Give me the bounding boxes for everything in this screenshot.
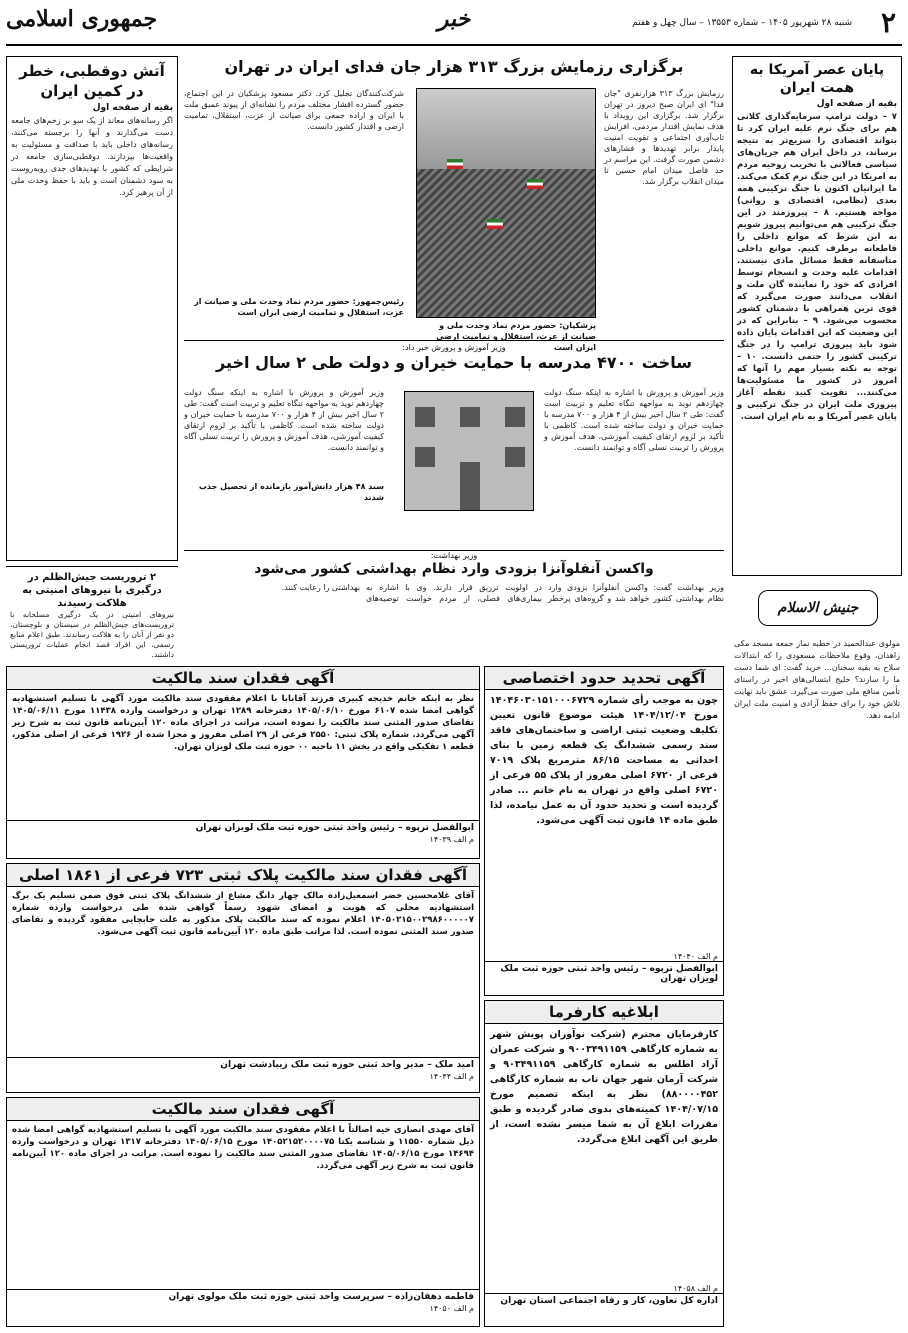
president-quote: رئیس‌جمهور: حضور مردم نماد وحدت ملی و صیانت از عزت، استقلال و تمامیت ارضی ایران است [194,297,404,317]
opinion-title: آتش دوقطبی، خطر در کمین ایران [19,62,165,100]
terror-title: ۲ تروریست جیش‌الظلم در درگیری با نیروهای امنیتی به هلاکت رسیدند [22,572,162,609]
ad-boundary [484,666,724,996]
ad-title: آگهی تحدید حدود اختصاصی [485,667,723,690]
main-story-title: برگزاری رزمایش بزرگ ۳۱۳ هزار جان فدای ایران در تهران [224,57,684,76]
photo-caption: پزشکیان: حضور مردم نماد وحدت ملی و صیانت از عزت، استقلال و تمامیت ارضی ایران است [436,321,596,352]
ad-code: م الف ۱۴۰۴۴ [429,1072,474,1081]
ad-lost-deed-2 [6,863,480,1093]
ad-code: م الف ۱۴۰۵۰ [429,1304,474,1313]
ad-employer-notice [484,1000,724,1327]
opinion-body: اگر رسانه‌های معاند از یک سو بر زخم‌های جامعه دست می‌گذارند و آنها را برجسته می‌کنند، رسانه‌های داخلی باید با صداقت و مسئولیت به واقعیت‌ها بپردازند. دوقطبی‌سازی جامعه در شرایطی که کشور با تهدیدهای جدی روبه‌روست به سود دشمنان است و باید با حفظ وحدت ملی از آن پرهیز کرد. [11,116,173,197]
ad-body: آقای مهدی انصاری خیه اصالتاً با اعلام مفقودی سند مالکیت مورد آگهی با تسلیم استشهادیه گواهی امضا شده ذیل شماره ۱۱۵۵۰ و شناسه یکتا ۱۴۰۵۲۱۵۲۰۰۰۰۷۵ مورخ ۱۴۰۵/۰۶/۱۵ دفترخانه ۱۳۱۷ تهران و درخواست وارده ۱۴۶۹۴ مورخ ۱۴۰۵/۰۶/۱۵ تقاضای صدور المثنی سند مالکیت را نموده است. مراتب در اجرای ماده ۱۲۰ آیین‌نامه قانون ثبت به شرح زیر آگهی می‌گردد. [12,1125,474,1171]
ad-title: آگهی فقدان سند مالکیت [7,667,479,690]
ad-code: م الف ۱۴۰۵۸ [673,1284,718,1293]
ad-body: آقای غلامحسین خضر اسمعیل‌زاده مالک چهار دانگ مشاع از ششدانگ پلاک ثبتی فوق ضمن تسلیم یک برگ استشهادیه محلی که هویت و امضای شهود رسماً گواهی شده طی درخواست وارده شماره ۱۴۰۵۰۲۱۵۰۰۲۹۸۶۰۰۰۰۰۷ اعلام نموده که سند مالکیت پلاک مذکور به علت جابجایی مفقود گردیده و تقاضای صدور سند المثنی نموده است. لذا مراتب طبق ماده ۱۲۰ آیین‌نامه قانون ثبت آگهی می‌شود. [12,891,474,937]
rally-photo [416,88,596,318]
ad-lost-deed-3 [6,1097,480,1327]
vaccine-kicker: وزیر بهداشت: [430,551,478,560]
column-banner [758,590,878,626]
editorial-body: ۷ – دولت ترامپ سرمایه‌گذاری کلانی هم برای جنگ نرم علیه ایران کرد تا بتواند اقتصادی را سریع‌تر به نتیجه برساند، در داخل ایران هم جریان‌های سیاسی فعالانی با تخریب روحیه مردم به امریکا در این جنگ نرم کمک می‌کند. ما ایرانیان اکنون با جنگ ترکیبی همه بعدی (نظامی، اقتصادی و روانی) مواجه هستیم. ۸ – پیروزمند در این جنگ ترکیبی هم می‌توانیم پیروز شویم به این شرط که موانع داخلی را قاطعانه برطرف کنیم. موانع داخلی متاسفانه فقط مسائل مادی نیستند. اقدامات علیه وحدت و انسجام توسط افرادی که خود را نماینده گان ملت و انقلاب می‌دانند صورت می‌گیرد که قوی ترین همراهی با دشمنان کشور محسوب می‌شود. ۹ – بنابراین که در این وضعیت که این اقدامات پایان داده شود باید پیروزی ترامپ را در جنگ ترکیبی کشور را حتمی دانست. ۱۰ – توجه به نکته بسیار مهم را آنها که امروز در کشور ما مسئولیت‌ها می‌کنند... تقویت کنید نقطه آغاز پیروزی ملت ایران در جنگ ترکیبی و پایان عصر آمریکا و به نام ایران است. [737,112,898,422]
ad-body: نظر به اینکه خانم خدیجه کبیری فرزند آقابابا با اعلام مفقودی سند مالکیت مورد آگهی با تسلیم استشهادیه گواهی امضا شده ۶۱۰۷ مورخ ۱۴۰۵/۰۶/۱۰ دفترخانه ۱۲۸۹ تهران و درخواست وارده ۱۱۴۳۸ مورخ ۱۴۰۵/۰۶/۱۱ تقاضای صدور المثنی سند مالکیت را نموده است، مراتب در اجرای ماده ۱۲۰ آیین‌نامه قانون ثبت به شرح زیر آگهی می‌گردد. شماره پلاک ثبتی: ۲۵۵۰ فرعی از ۲۹ اصلی مفروز و مجزا شده از ۱۹۲۶ فرعی از اصلی مذکور، قطعه ۱ تفکیکی واقع در بخش ۱۱ ناحیه ۰۰ حوزه ثبت ملک لویزان تهران. [12,694,475,752]
opinion-continuation: بقیه از صفحه اول [92,103,173,113]
terror-story [6,566,178,660]
column-right-lower [732,636,902,1326]
section-title: خبر [437,6,471,32]
ad-body: چون به موجب رأی شماره ۱۴۰۴۶۰۳۰۱۵۱۰۰۰۶۷۲۹ مورخ ۱۴۰۴/۱۲/۰۴ هیئت موضوع قانون تعیین تکلیف وضعیت ثبتی اراضی و ساختمان‌های فاقد سند رسمی ششدانگ یک قطعه زمین با بنای احداثی به مساحت ۸۶/۱۵ مترمربع پلاک ۷۰۱۹ فرعی از ۶۷۲۰ اصلی مفروز از پلاک ۵۵ فرعی از ۶۷۲۰ اصلی واقع در تهران به نام خانم ... صادر گردیده است و تحدید حدود آن به عمل نیامده، لذا طبق ماده ۱۴ قانون ثبت آگهی می‌شود. [490,695,719,826]
ad-title: ابلاغیه کارفرما [485,1001,723,1024]
editorial-right [732,56,902,576]
main-story-body-left: شرکت‌کنندگان تجلیل کرد. دکتر مسعود پزشکیان در این اجتماع، حضور گسترده اقشار مختلف مردم را نشانه‌ای از پیوند عمیق ملت با ایران و اراده جمعی برای صیانت از عزت، استقلال، تمامیت ارضی و اقتدار کشور دانست. [184,89,404,131]
ad-lost-deed-1 [6,666,480,859]
schools-kicker: وزیر آموزش و پرورش خبر داد: [402,343,506,352]
continuation-note: بقیه از صفحه اول [816,99,897,109]
schools-story [184,340,724,545]
dateline: شنبه ۲۸ شهریور ۱۴۰۵ – شماره ۱۳۵۵۳ – سال چهل و هفتم [632,18,852,28]
masthead [6,6,902,46]
page-number: ۲ [880,6,896,39]
newspaper-logo: جمهوری اسلامی [6,6,158,32]
column-banner-label: جنیش الاسلام [777,600,859,616]
vaccine-title: واکسن آنفلوآنزا بزودی وارد نظام بهداشتی کشور می‌شود [254,561,654,577]
ad-signature: اداره کل تعاون، کار و رفاه اجتماعی استان تهران [485,1293,723,1308]
schools-body: وزیر آموزش و پرورش با اشاره به اینکه سنگ دولت چهاردهم نوید به مواجهه تنگاه تعلیم و تربیت است گفت: طی ۲ سال اخیر بیش از ۴ هزار و ۷۰۰ مدرسه با حمایت خیران و دولت ساخته شده است. کاظمی با تأکید بر لزوم ارتقای کیفیت آموزشی، هدف آموزش و پرورش را تربیت نسلی آگاه و توانمند دانست. [544,388,724,452]
vaccine-story [184,550,724,660]
ad-code: م الف ۱۴۰۴۰ [673,952,718,961]
school-photo [404,391,534,511]
ad-body: کارفرمایان محترم (شرکت نوآوران پویش شهر به شماره کارگاهی ۹۰۰۳۴۹۱۱۵۹ و شرکت عمران آراد اطلس به شماره کارگاهی ۹۰۳۴۹۱۱۵۹ و شرکت آرمان شهر جهان تاب به شماره کارگاهی ۸۸۰۰۰۰۴۵۲) نظر به اینکه تصمیم مورخ ۱۴۰۴/۰۷/۱۵ کمیته‌های بدوی صادر گردیده و طبق مقررات ابلاغ آن به شما میسر نشده است، از طریق این آگهی ابلاغ می‌گردد. [490,1029,718,1145]
schools-body-left: وزیر آموزش و پرورش با اشاره به اینکه سنگ دولت چهاردهم نوید به مواجهه تنگاه تعلیم و تربیت است گفت: طی ۲ سال اخیر بیش از ۴ هزار و ۷۰۰ مدرسه با حمایت خیران و دولت ساخته شده است. کاظمی با تأکید بر لزوم ارتقای کیفیت آموزشی، هدف آموزش و پرورش را تربیت نسلی آگاه و توانمند دانست. [184,388,385,452]
ad-signature: ابوالفضل ترپوه – رئیس واحد ثبتی حوزه ثبت ملک لویزان تهران [7,820,479,835]
opinion-left [6,56,178,561]
ad-code: م الف ۱۴۰۳۹ [429,835,474,844]
schools-subhead: سند ۴۸ هزار دانش‌آموز بازمانده از تحصیل جذب شدند [198,482,384,502]
ad-signature: امید ملک – مدیر واحد ثبتی حوزه ثبت ملک زیبادشت تهران [7,1057,479,1072]
editorial-title: پایان عصر آمریکا به همت ایران [749,62,885,96]
column-right-lower-body: مولوی عبدالحمید در خطبه نماز جمعه مسجد مکی زاهدان، وقوع ملاحظات مسعودی را که ابتدالات سلاح به بقیه سخنان... خرید گفت: ای شما دست ما را سازند؟ خلیج ابتسالی‌های اخیر در راستای تأمین منافع ملی صورت می‌گیرد. عشق باید نهایت تلاش خود را برای حفظ آزادی و امنیت ملت ایران ادامه دهد. [734,639,900,720]
main-story-body-right: رزمایش بزرگ ۳۱۳ هزارنفری "جان فدا" ای ایران صبح دیروز در تهران برگزار شد. برگزاری این رویداد با هدف نمایش اقتدار مردمی، افزایش تاب‌آوری اجتماعی و تقویت امنیت پایدار برابر تهدیدها و فشارهای دشمن صورت گرفت. این مراسم در حد فاصل میدان امام حسین تا میدان انقلاب برگزار شد. [604,89,724,186]
schools-title: ساخت ۴۷۰۰ مدرسه با حمایت خیران و دولت طی ۲ سال اخیر [216,353,692,372]
ad-title: آگهی فقدان سند مالکیت پلاک ثبتی ۷۲۳ فرعی از ۱۸۶۱ اصلی [7,864,479,887]
ad-signature: ابوالفضل ترپوه – رئیس واحد ثبتی حوزه ثبت ملک لویزان تهران [485,961,723,986]
ad-title: آگهی فقدان سند مالکیت [7,1098,479,1121]
terror-body: نیروهای امنیتی در یک درگیری مسلحانه با تروریست‌های جیش‌الظلم در سیستان و بلوچستان، دو نفر از آنان را به هلاکت رساندند. طبق اعلام منابع رسمی، این افراد قصد انجام عملیات تروریستی داشتند. [10,610,174,659]
vaccine-body: وزیر بهداشت گفت: واکسن آنفلوآنزا بزودی وارد نظام بهداشتی کشور خواهد شد و گروه‌های پرخطر در اولویت تزریق قرار دارند. وی با اشاره به بیماری‌های فصلی، از مردم خواست توصیه‌های بهداشتی را رعایت کنند. [281,583,724,603]
ad-signature: فاطمه دهقان‌زاده – سرپرست واحد ثبتی حوزه ثبت ملک مولوی تهران [7,1289,479,1304]
